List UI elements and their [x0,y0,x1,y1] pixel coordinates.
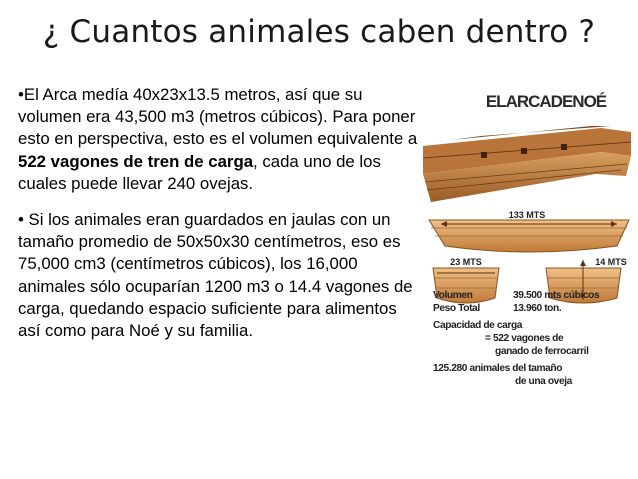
slide-title: ¿ Cuantos animales caben dentro ? [42,14,596,50]
capacity-line-1: = 522 vagones de [485,333,564,344]
ark-specs [433,289,633,388]
p1-text-c: , cada uno de los cuales puede llevar 240 ovejas. [18,151,381,193]
paragraph-ark-volume [18,84,418,195]
capacity-label: Capacidad de carga [433,320,523,331]
spec-weight [433,302,633,315]
ark-illustration [421,118,633,308]
ark-3d-view [423,126,631,202]
body-text [18,84,418,342]
volume-label: Volumen [433,290,473,301]
paragraph-animal-cages: • Si los animales eran guardados en jaulas con un tamaño promedio de 50x50x30 centímetros, eso es 75,000 cm3 (centímetros cúbicos), los 16,000 animales sólo ocuparían 1200 m3 o 14.4 vagones de carga, quedando espacio suficiente para alimentos así como para Noé y su familia. [18,210,413,341]
animals-line-2: de una oveja [515,376,572,387]
volume-value: 39.500 mts cúbicos [513,290,600,301]
p1-text-a: •El Arca medía 40x23x13.5 metros, así que su volumen era 43,500 m3 (metros cúbicos). Para poner esto en perspectiva, esto es el volumen equivalente a [18,85,418,149]
animals-line-1: 125.280 animales del tamaño [433,363,563,374]
weight-label: Peso Total [433,303,480,314]
height-label: 14 MTS [595,257,627,267]
ark-side-view [429,220,629,252]
p1-highlight: 522 vagones de tren de carga [18,151,254,171]
figure-title: ELARCADENOÉ [485,92,607,111]
spec-volume [433,289,633,302]
weight-value: 13.960 ton. [513,303,562,314]
capacity-line-2: ganado de ferrocarril [495,346,589,357]
width-label: 23 MTS [450,257,482,267]
length-label: 133 MTS [508,210,546,220]
